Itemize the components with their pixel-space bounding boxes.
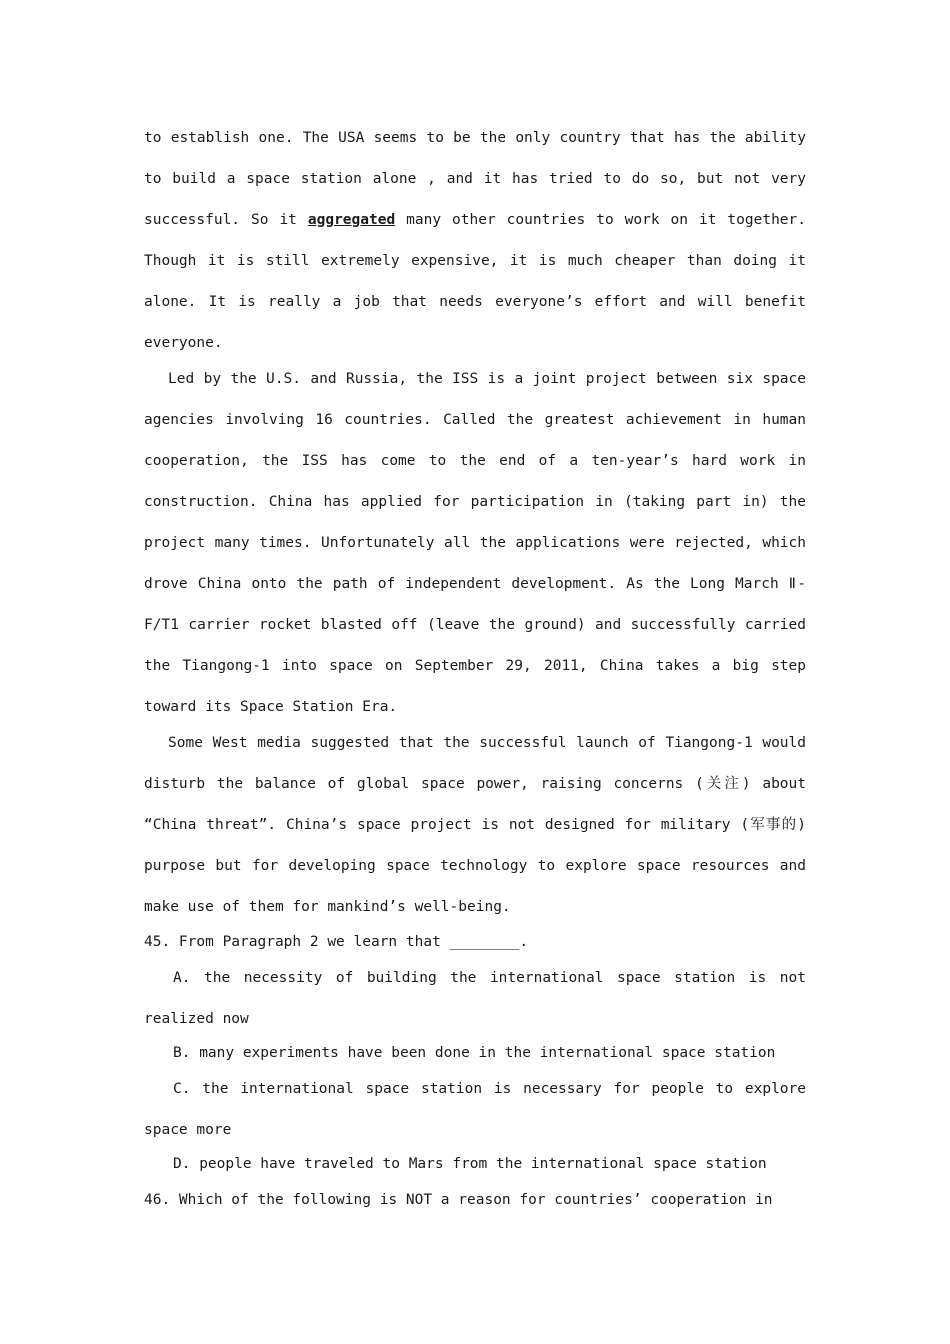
- passage-paragraph-2: Led by the U.S. and Russia, the ISS is a joint project between six space agencies involving 16 countries. Called the greatest achievement in human cooperation, the ISS has come to the end of a ten-year’s hard work in construction. China has applied for participation in (taking part in) the project many times. Unfortunately all the applications were rejected, which drove China onto the path of independent development. As the Long March Ⅱ-F/T1 carrier rocket blasted off (leave the ground) and successfully carried the Tiangong-1 into space on September 29, 2011, China takes a big step toward its Space Station Era.: [144, 371, 806, 715]
- question-45-stem: 45. From Paragraph 2 we learn that ________.: [144, 934, 529, 950]
- document-page: [144, 118, 806, 1218]
- question-46-stem: 46. Which of the following is NOT a reason for countries’ cooperation in: [144, 1192, 773, 1208]
- paragraph-1-text-before: to establish one. The USA seems to be the only country that has the ability to build a space station alone , and it has tried to do so, but not very successful. So it: [144, 130, 806, 228]
- paragraph-1-text-after: many other countries to work on it together. Though it is still extremely expensive, it is much cheaper than doing it alone. It is really a job that needs everyone’s effort and will benefit everyone.: [144, 212, 806, 351]
- highlighted-keyword: aggregated: [307, 212, 396, 228]
- question-45-option-b: B. many experiments have been done in the international space station: [173, 1045, 776, 1061]
- question-45-option-a: A. the necessity of building the international space station is not realized now: [144, 970, 806, 1027]
- question-45-option-d: D. people have traveled to Mars from the international space station: [173, 1156, 767, 1172]
- passage-paragraph-3: Some West media suggested that the successful launch of Tiangong-1 would disturb the balance of global space power, raising concerns (关注) about “China threat”. China’s space project is not designed for military (军事的) purpose but for developing space technology to explore space resources and make use of them for mankind’s well-being.: [144, 735, 806, 915]
- question-45-option-c: C. the international space station is necessary for people to explore space more: [144, 1081, 806, 1138]
- passage-paragraph-1: [144, 118, 806, 364]
